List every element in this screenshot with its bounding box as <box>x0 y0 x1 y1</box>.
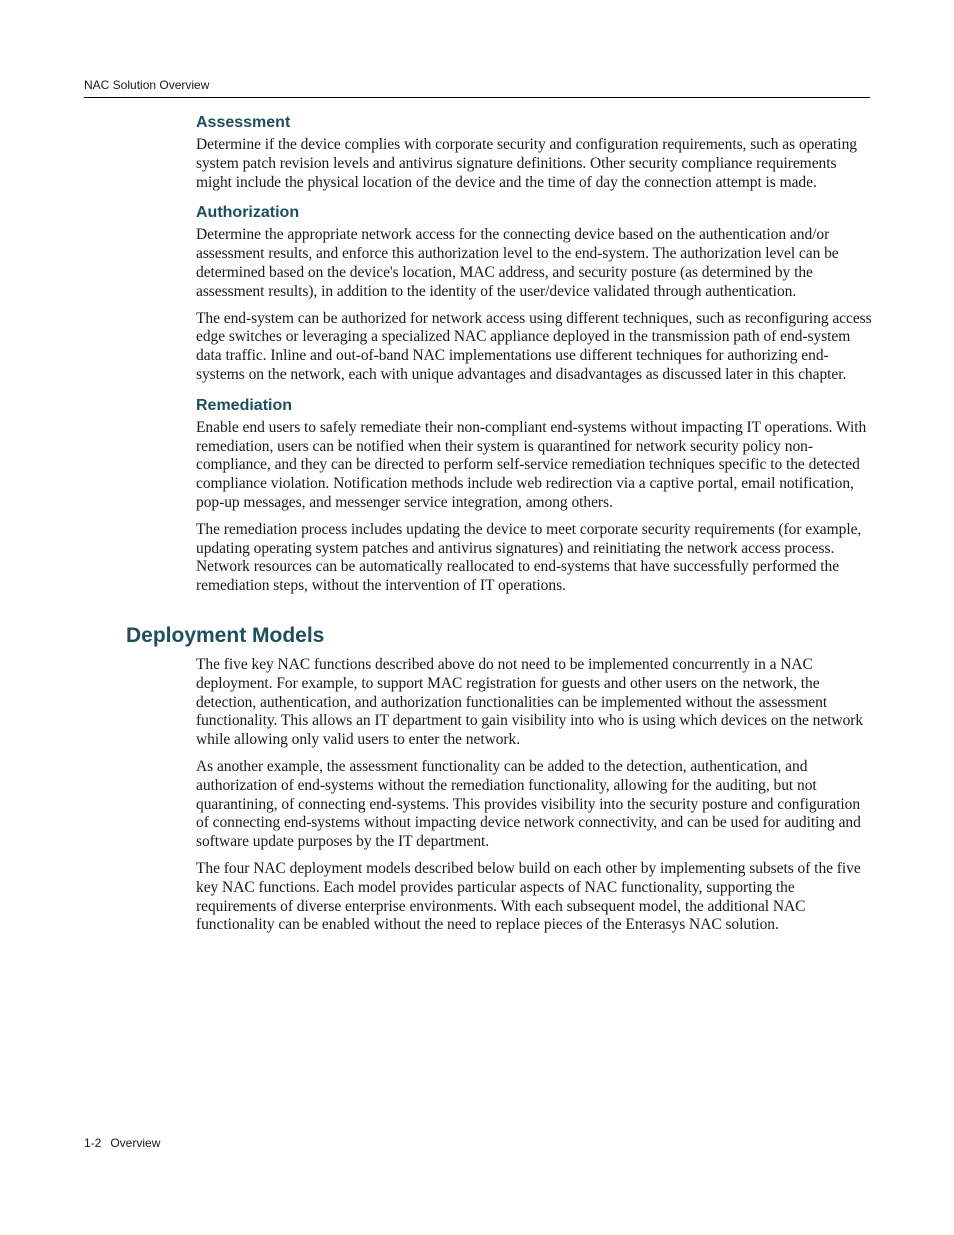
paragraph: The end-system can be authorized for network access using different techniques, such as reconfiguring access edge switches or leveraging a specialized NAC appliance deployed in the transmission path of end-system data traffic. Inline and out-of-band NAC implementations use different techniques for authorizing end-systems on the network, each with unique advantages and disadvantages as discussed later in this chapter. <box>196 309 872 383</box>
footer-chapter: Overview <box>110 1136 161 1150</box>
page-number: 1-2 <box>84 1136 102 1150</box>
section-authorization <box>196 202 872 384</box>
running-footer <box>84 1136 160 1151</box>
paragraph: Determine if the device complies with corporate security and configuration requirements, such as operating system patch revision levels and antivirus signature definitions. Other security compliance requirements might include the physical location of the device and the time of day the connection attempt is made. <box>196 136 857 191</box>
heading-remediation: Remediation <box>196 396 293 414</box>
paragraph: As another example, the assessment functionality can be added to the detection, authentication, and authorization of end-systems without the remediation functionality, allowing for the auditing, but not quarantining, of connecting end-systems. This provides visibility into the security posture and configuration of connecting end-systems without impacting device network connectivity, and can be used for auditing and software update purposes by the IT department. <box>196 757 861 851</box>
paragraph: The remediation process includes updating the device to meet corporate security requirements (for example, updating operating system patches and antivirus signatures) and reinitiating the network access process. Network resources can be automatically reallocated to end-systems that have successfully performed the remediation steps, without the intervention of IT operations. <box>196 520 862 595</box>
section-remediation <box>196 395 872 596</box>
running-header <box>84 78 870 98</box>
heading-assessment: Assessment <box>196 114 291 131</box>
section-assessment <box>196 112 872 192</box>
heading-deployment-models: Deployment Models <box>126 623 325 647</box>
section-deployment-models <box>196 656 872 935</box>
heading-authorization: Authorization <box>196 204 300 222</box>
paragraph: Enable end users to safely remediate their non-compliant end-systems without impacting IT operations. With remediation, users can be notified when their system is quarantined for network security policy non-compliance, and they can be directed to perform self-service remediation techniques specific to the detected compliance violation. Notification methods include web redirection via a captive portal, email notification, pop-up messages, and messenger service integration, among others. <box>196 418 867 511</box>
paragraph: Determine the appropriate network access for the connecting device based on the authentication and/or assessment results, and enforce this authorization level to the end-system. The authorization level can be determined based on the device's location, MAC address, and security posture (as determined by the assessment results), in addition to the identity of the user/device validated through authentication. <box>196 226 839 300</box>
paragraph: The four NAC deployment models described below build on each other by implementing subsets of the five key NAC functions. Each model provides particular aspects of NAC functionality, supporting the requirements of diverse enterprise environments. With each subsequent model, the additional NAC functionality can be enabled without the need to replace pieces of the Enterasys NAC solution. <box>196 859 861 934</box>
running-header-title: NAC Solution Overview <box>84 78 210 92</box>
paragraph: The five key NAC functions described above do not need to be implemented concurrently in a NAC deployment. For example, to support MAC registration for guests and other users on the network, the detection, authentication, and authorization functionalities can be implemented without the assessment functionality. This allows an IT department to gain visibility into who is using which devices on the network while allowing only valid users to enter the network. <box>196 655 864 749</box>
page-content <box>0 112 954 943</box>
